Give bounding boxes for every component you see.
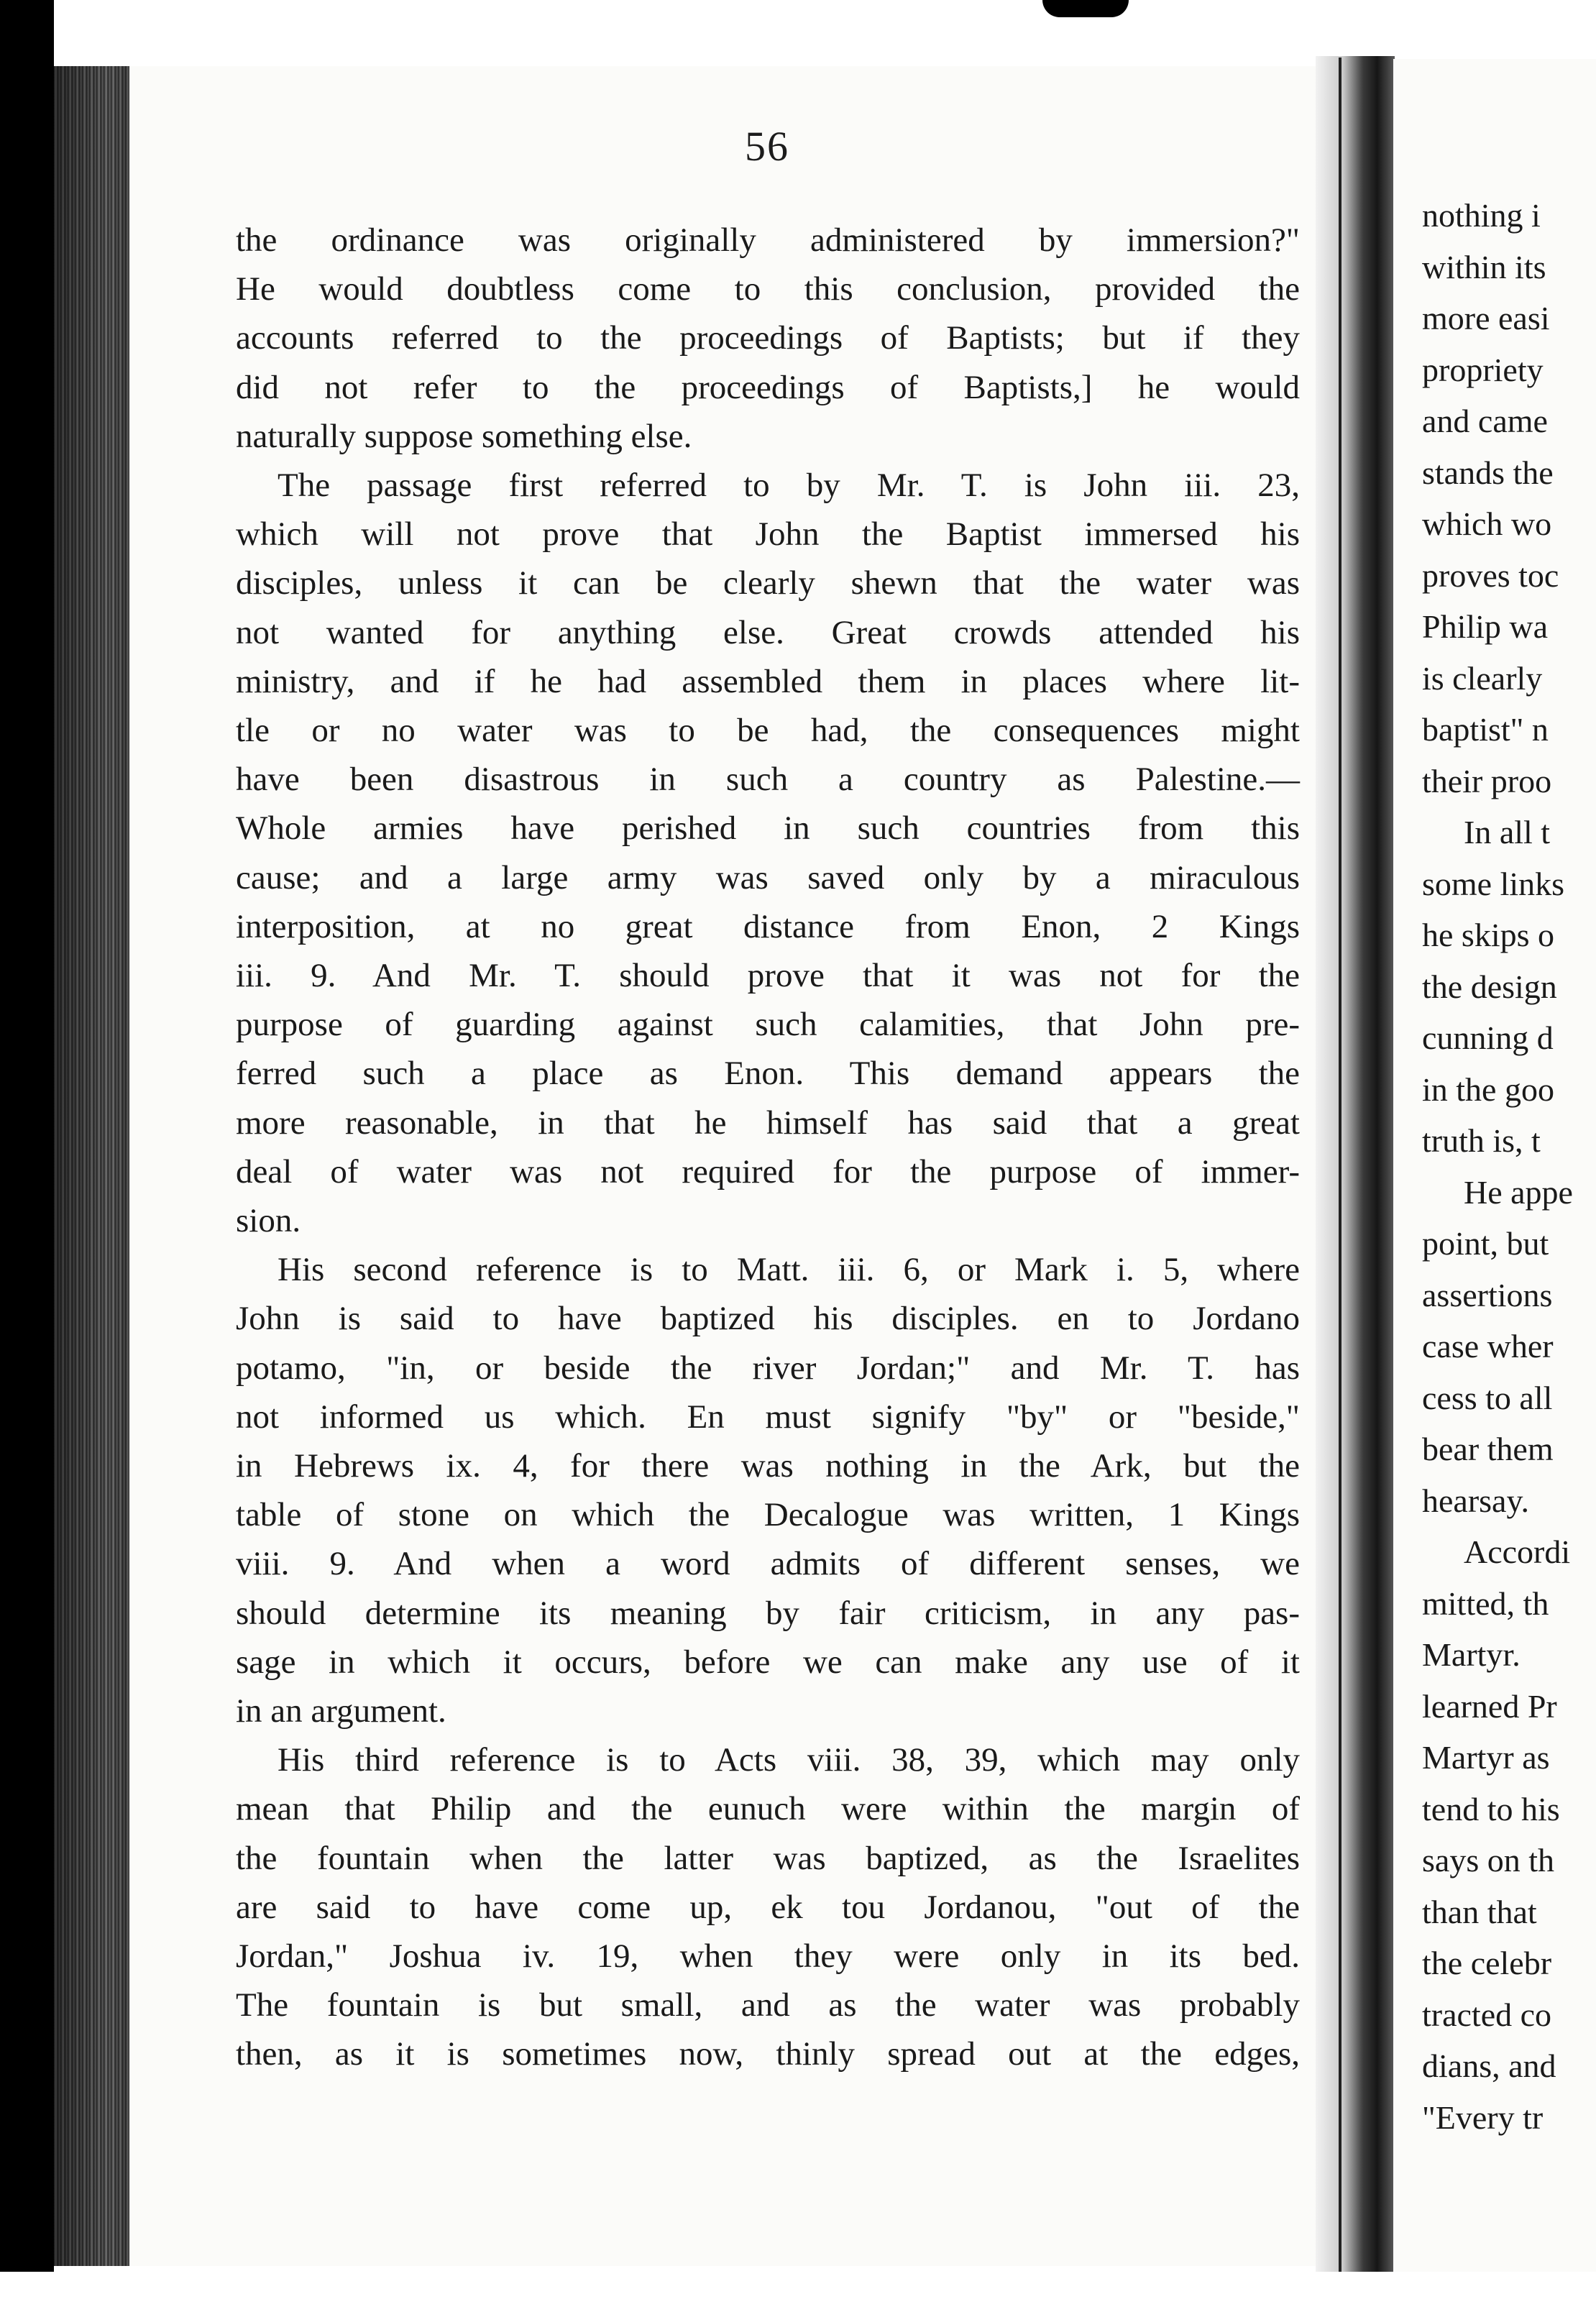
text-line: their proo bbox=[1422, 762, 1552, 799]
text-line: baptist" n bbox=[1422, 711, 1549, 748]
text-line: more easi bbox=[1422, 300, 1550, 336]
text-line: the fountain when the latter was baptized, as the Israelites bbox=[236, 1839, 1300, 1877]
text-line: mitted, th bbox=[1422, 1584, 1549, 1622]
text-line: viii. 9. And when a word admits of different senses, we bbox=[236, 1545, 1300, 1583]
text-line: In all t bbox=[1464, 814, 1551, 850]
text-line: deal of water was not required for the purpose of immer- bbox=[236, 1152, 1300, 1191]
text-line: case wher bbox=[1422, 1328, 1554, 1364]
text-line: which will not prove that John the Baptist immersed his bbox=[236, 515, 1300, 554]
text-line: not informed us which. En must signify "by" or "beside," bbox=[236, 1398, 1300, 1436]
text-line: propriety bbox=[1422, 351, 1544, 388]
text-line: disciples, unless it can be clearly shewn that the water was bbox=[236, 564, 1300, 602]
scan-bottom-margin bbox=[0, 2272, 1596, 2312]
text-line: Accordi bbox=[1464, 1533, 1571, 1570]
text-line: in the goo bbox=[1422, 1070, 1554, 1108]
scan-left-border bbox=[0, 0, 54, 2312]
text-line: interposition, at no great distance from Enon, 2 Kings bbox=[236, 907, 1300, 945]
scan-top-mark bbox=[1042, 0, 1129, 17]
text-line: Martyr as bbox=[1422, 1739, 1550, 1776]
text-line: more reasonable, in that he himself has said that a great bbox=[236, 1104, 1300, 1142]
text-line: the ordinance was originally administered by immersion?" bbox=[236, 221, 1300, 259]
text-line: hearsay. bbox=[1422, 1482, 1529, 1519]
text-line: proves toc bbox=[1422, 556, 1559, 594]
text-line: the design bbox=[1422, 968, 1557, 1005]
text-line: cunning d bbox=[1422, 1019, 1554, 1056]
text-line: in Hebrews ix. 4, for there was nothing in the Ark, but the bbox=[236, 1447, 1300, 1485]
text-line: learned Pr bbox=[1422, 1687, 1557, 1725]
text-line: The passage first referred to by Mr. T. is John iii. 23, bbox=[278, 467, 1300, 504]
text-line: He appe bbox=[1464, 1173, 1573, 1211]
text-line: tend to his bbox=[1422, 1790, 1560, 1827]
text-line: nothing i bbox=[1422, 197, 1541, 234]
text-line: dians, and bbox=[1422, 2047, 1556, 2084]
text-line: within its bbox=[1422, 248, 1546, 285]
text-line: some links bbox=[1422, 865, 1565, 902]
text-line: naturally suppose something else. bbox=[236, 417, 692, 455]
text-line: potamo, "in, or beside the river Jordan;" and Mr. T. has bbox=[236, 1349, 1300, 1387]
text-line: "Every tr bbox=[1422, 2098, 1544, 2136]
text-line: should determine its meaning by fair criticism, in any pas- bbox=[236, 1594, 1300, 1632]
text-line: mean that Philip and the eunuch were within the margin of bbox=[236, 1790, 1300, 1828]
gutter-line bbox=[1339, 58, 1342, 2272]
text-line: ferred such a place as Enon. This demand appears the bbox=[236, 1055, 1300, 1093]
book-gutter bbox=[1316, 56, 1395, 2274]
text-line: says on th bbox=[1422, 1842, 1554, 1878]
text-line: sion. bbox=[236, 1202, 301, 1239]
page-number: 56 bbox=[745, 123, 789, 170]
text-line: in an argument. bbox=[236, 1692, 446, 1730]
text-line: tle or no water was to be had, the consequences might bbox=[236, 712, 1300, 749]
text-line: table of stone on which the Decalogue was written, 1 Kings bbox=[236, 1496, 1300, 1534]
text-line: Martyr. bbox=[1422, 1636, 1521, 1673]
text-line: did not refer to the proceedings of Baptists,] he would bbox=[236, 368, 1300, 406]
text-line: the celebr bbox=[1422, 1945, 1552, 1981]
text-line: accounts referred to the proceedings of Baptists; but if they bbox=[236, 319, 1300, 357]
text-line: cess to all bbox=[1422, 1379, 1553, 1416]
page-edges-shade bbox=[54, 66, 133, 2266]
text-line: he skips o bbox=[1422, 917, 1554, 953]
text-line: His second reference is to Matt. iii. 6, or Mark i. 5, where bbox=[278, 1251, 1300, 1289]
text-line: have been disastrous in such a country as Palestine.— bbox=[236, 761, 1300, 799]
text-line: He would doubtless come to this conclusion, provided the bbox=[236, 270, 1300, 308]
text-line: point, but bbox=[1422, 1225, 1549, 1262]
text-line: iii. 9. And Mr. T. should prove that it was not for the bbox=[236, 957, 1300, 994]
text-line: not wanted for anything else. Great crowds attended his bbox=[236, 613, 1300, 651]
text-line: His third reference is to Acts viii. 38, 39, which may only bbox=[278, 1741, 1300, 1779]
text-line: Whole armies have perished in such countries from this bbox=[236, 809, 1300, 848]
text-line: tracted co bbox=[1422, 1996, 1552, 2033]
text-line: The fountain is but small, and as the water was probably bbox=[236, 1986, 1300, 2024]
text-line: ministry, and if he had assembled them in places where lit- bbox=[236, 662, 1300, 700]
text-line: truth is, t bbox=[1422, 1122, 1541, 1159]
text-line: John is said to have baptized his disciples. en to Jordano bbox=[236, 1300, 1300, 1338]
text-line: stands the bbox=[1422, 454, 1554, 491]
text-line: purpose of guarding against such calamities, that John pre- bbox=[236, 1006, 1300, 1044]
text-line: assertions bbox=[1422, 1276, 1553, 1313]
text-line: are said to have come up, ek tou Jordanou, "out of the bbox=[236, 1888, 1300, 1926]
scan-top-margin bbox=[0, 0, 1596, 63]
text-line: which wo bbox=[1422, 505, 1552, 542]
text-line: and came bbox=[1422, 403, 1548, 439]
text-line: bear them bbox=[1422, 1431, 1554, 1467]
text-line: sage in which it occurs, before we can make any use of it bbox=[236, 1643, 1300, 1681]
text-line: is clearly bbox=[1422, 659, 1543, 697]
text-line: cause; and a large army was saved only by a miraculous bbox=[236, 858, 1300, 896]
text-line: than that bbox=[1422, 1893, 1537, 1930]
text-line: then, as it is sometimes now, thinly spread out at the edges, bbox=[236, 2035, 1300, 2073]
text-line: Philip wa bbox=[1422, 608, 1549, 645]
text-line: Jordan," Joshua iv. 19, when they were only in its bed. bbox=[236, 1937, 1300, 1975]
